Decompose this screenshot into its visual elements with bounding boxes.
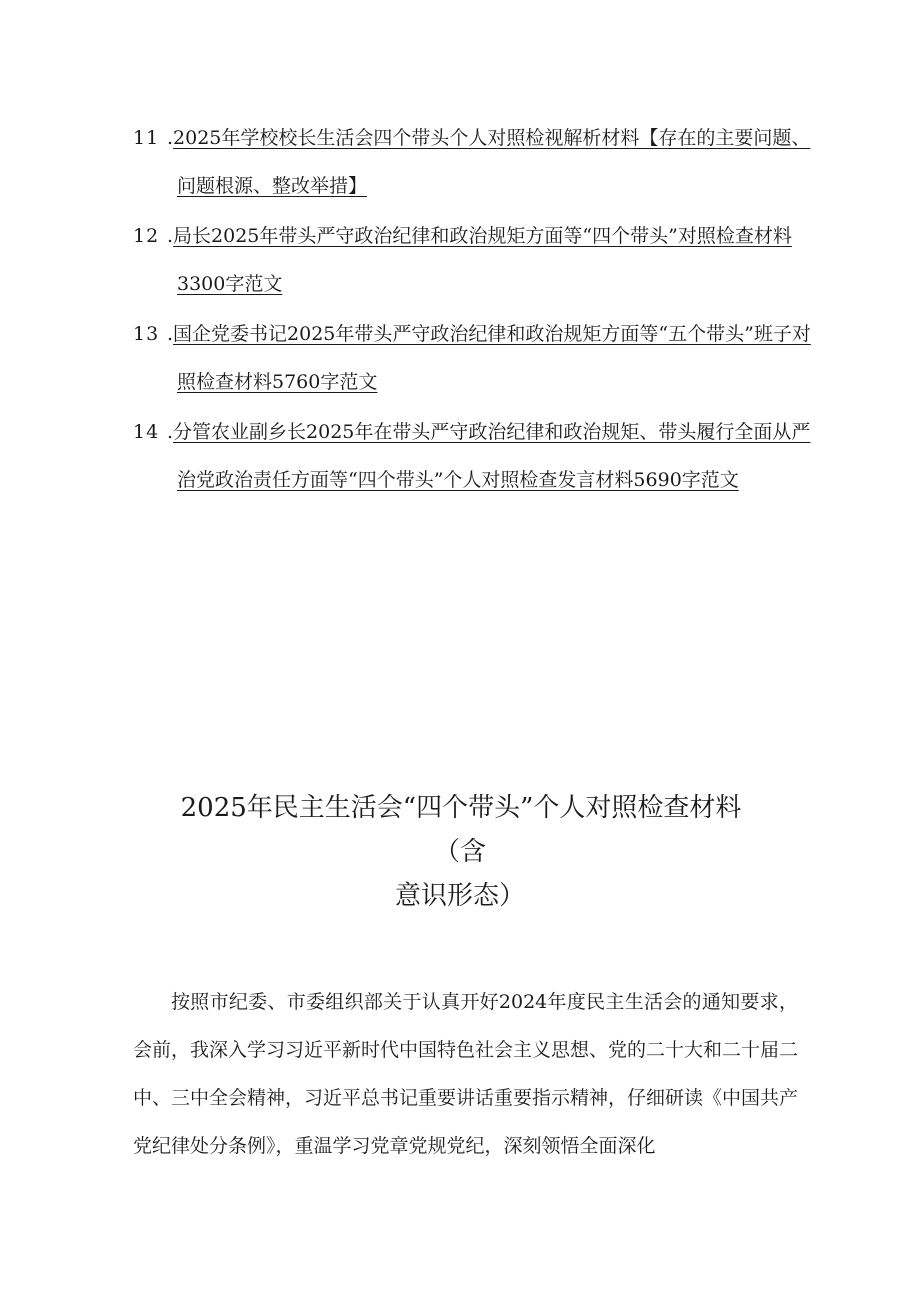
document-title [0, 786, 920, 918]
toc-item-text [167, 408, 813, 504]
toc-item-number: 13 [133, 323, 160, 345]
toc-item-link[interactable]: 国企党委书记2025年带头严守政治纪律和政治规矩方面等“五个带头”班子对照检查材料5760字范文 [173, 323, 811, 393]
title-line-2: （含 [433, 837, 486, 867]
toc-item-number: 14 [133, 421, 160, 443]
toc-item-link[interactable]: 2025年学校校长生活会四个带头个人对照检视解析材料【存在的主要问题、问题根源、整改举措】 [173, 127, 811, 197]
toc-item-dot: . [167, 225, 174, 247]
toc-item-number: 11 [133, 127, 160, 149]
document-body [133, 978, 798, 1170]
toc-item-12[interactable] [133, 212, 813, 308]
title-line-3: 意识形态） [394, 881, 525, 911]
toc-item-number: 12 [133, 225, 160, 247]
body-paragraph: 按照市纪委、市委组织部关于认真开好2024年度民主生活会的通知要求，会前，我深入学习习近平新时代中国特色社会主义思想、党的二十大和二十届二中、三中全会精神，习近平总书记重要讲话重要指示精神，仔细研读《中国共产党纪律处分条例》，重温学习党章党规党纪，深刻领悟全面深化 [133, 991, 799, 1157]
toc-item-11[interactable] [133, 114, 813, 210]
toc-item-13[interactable] [133, 310, 813, 406]
toc-item-14[interactable] [133, 408, 813, 504]
toc-item-text [167, 114, 813, 210]
toc-item-text [167, 212, 813, 308]
toc-item-text [167, 310, 813, 406]
toc-item-link[interactable]: 局长2025年带头严守政治纪律和政治规矩方面等“四个带头”对照检查材料3300字范文 [173, 225, 792, 295]
toc-item-link[interactable]: 分管农业副乡长2025年在带头严守政治纪律和政治规矩、带头履行全面从严治党政治责任方面等“四个带头”个人对照检查发言材料5690字范文 [173, 421, 811, 491]
toc-item-dot: . [167, 323, 174, 345]
toc-item-dot: . [167, 421, 174, 443]
title-line-1: 2025年民主生活会“四个带头”个人对照检查材料 [180, 793, 742, 823]
toc-item-dot: . [167, 127, 174, 149]
table-of-contents [133, 114, 813, 506]
